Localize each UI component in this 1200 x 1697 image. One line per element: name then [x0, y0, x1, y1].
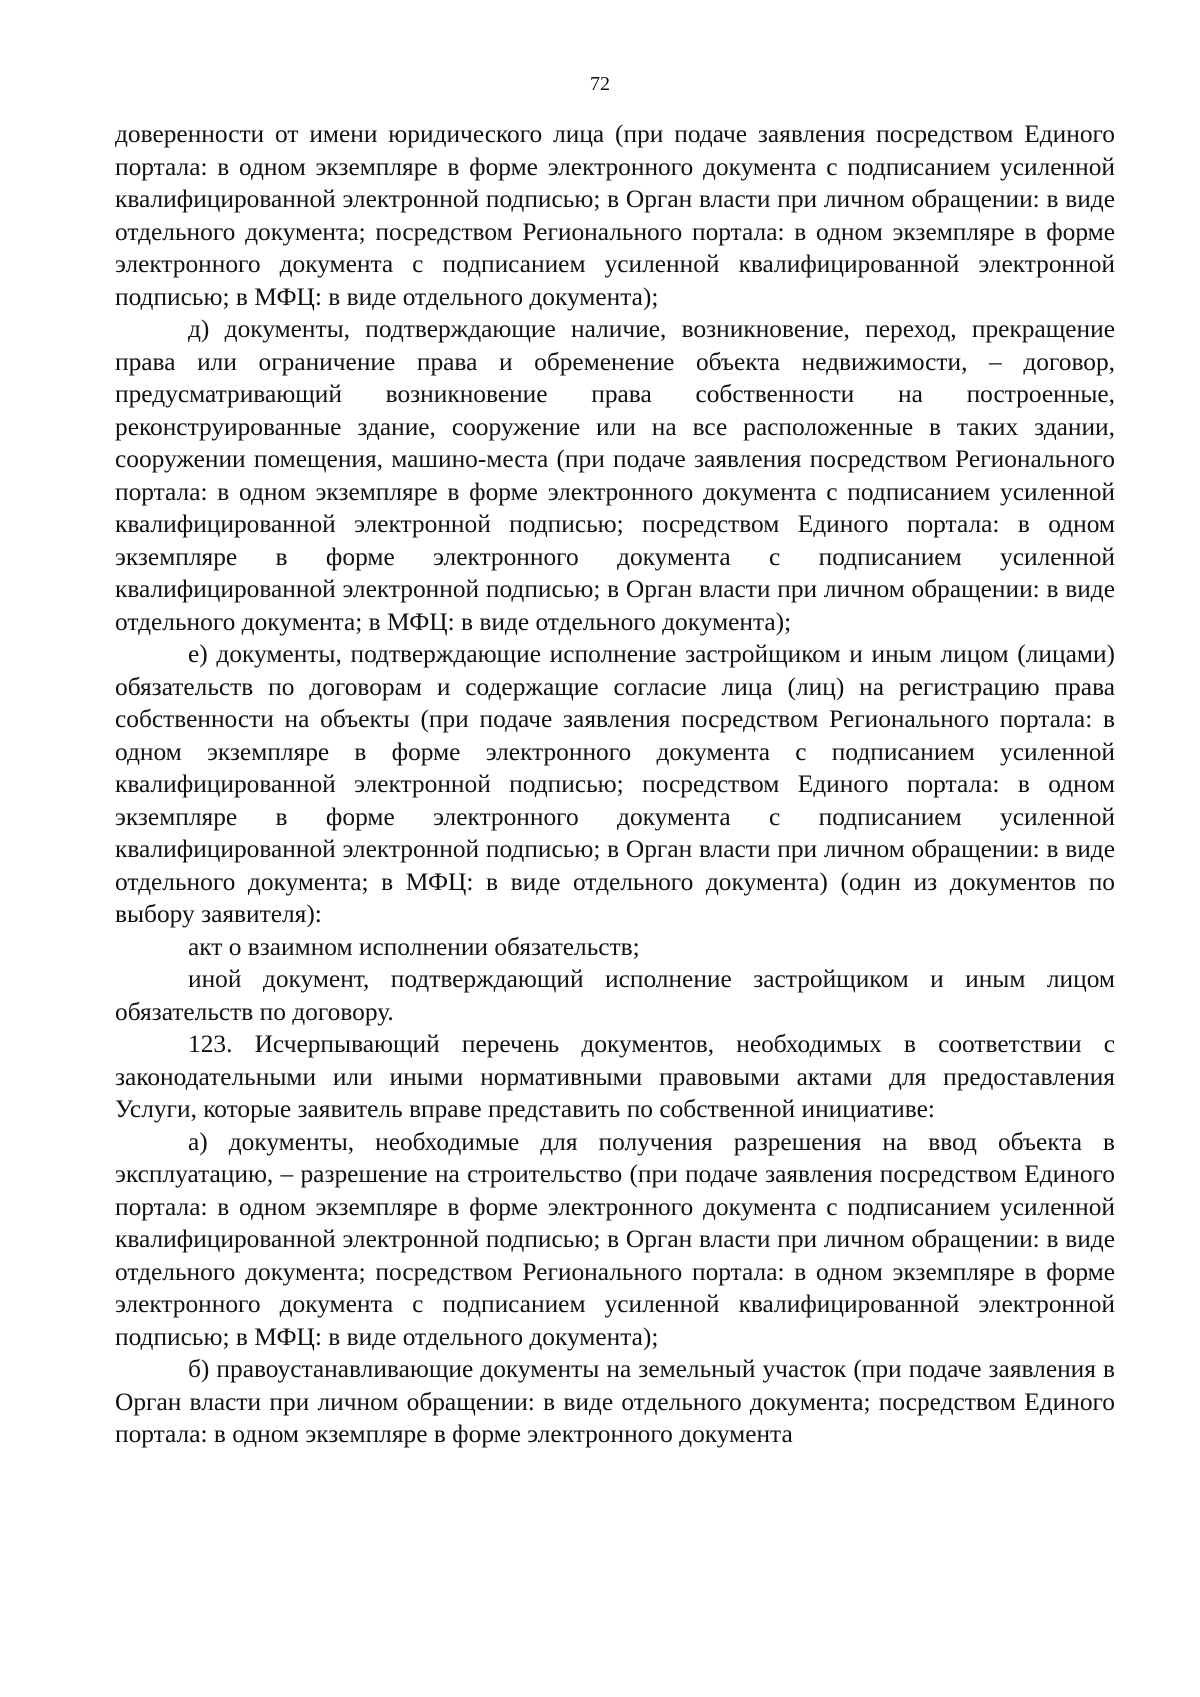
paragraph-item-e: е) документы, подтверждающие исполнение застройщиком и иным лицом (лицами) обязательств по договорам и содержащие согласие лица (лиц) на регистрацию права собственности на объекты (при подаче заявления посредством Регионального портала: в одном экземпляре в форме электронного документа с подписанием усиленной квалифицированной электронной подписью; посредством Единого портала: в одном экземпляре в форме электронного документа с подписанием усиленной квалифицированной электронной подписью; в Орган власти при личном обращении: в виде отдельного документа; в МФЦ: в виде отдельного документа) (один из документов по выбору заявителя): — [115, 640, 1115, 928]
page-number: 72 — [590, 73, 610, 95]
paragraph-section-123: 123. Исчерпывающий перечень документов, необходимых в соответствии с законодательными или иными нормативными правовыми актами для предоставления Услуги, которые заявитель вправе представить по собственной инициативе: — [115, 1030, 1115, 1123]
document-body — [115, 118, 1115, 1451]
paragraph-item-b: б) правоустанавливающие документы на земельный участок (при подаче заявления в Орган власти при личном обращении: в виде отдельного документа; посредством Единого портала: в одном экземпляре в форме электронного документа — [115, 1355, 1115, 1448]
paragraph-act: акт о взаимном исполнении обязательств; — [188, 932, 640, 961]
paragraph-item-d: д) документы, подтверждающие наличие, возникновение, переход, прекращение права или ограничение права и обременение объекта недвижимости, – договор, предусматривающий возникновение права собственности на построенные, реконструированные здание, сооружение или на все расположенные в таких здании, сооружении помещения, машино-места (при подаче заявления посредством Регионального портала: в одном экземпляре в форме электронного документа с подписанием усиленной квалифицированной электронной подписью; посредством Единого портала: в одном экземпляре в форме электронного документа с подписанием усиленной квалифицированной электронной подписью; в Орган власти при личном обращении: в виде отдельного документа; в МФЦ: в виде отдельного документа); — [115, 315, 1115, 636]
paragraph-item-a: а) документы, необходимые для получения разрешения на ввод объекта в эксплуатацию, – разрешение на строительство (при подаче заявления посредством Единого портала: в одном экземпляре в форме электронного документа с подписанием усиленной квалифицированной электронной подписью; в Орган власти при личном обращении: в виде отдельного документа; посредством Регионального портала: в одном экземпляре в форме электронного документа с подписанием усиленной квалифицированной электронной подписью; в МФЦ: в виде отдельного документа); — [115, 1127, 1115, 1351]
paragraph-other-document: иной документ, подтверждающий исполнение застройщиком и иным лицом обязательств по договору. — [115, 965, 1115, 1026]
paragraph-continuation: доверенности от имени юридического лица (при подаче заявления посредством Единого портала: в одном экземпляре в форме электронного документа с подписанием усиленной квалифицированной электронной подписью; в Орган власти при личном обращении: в виде отдельного документа; посредством Регионального портала: в одном экземпляре в форме электронного документа с подписанием усиленной квалифицированной электронной подписью; в МФЦ: в виде отдельного документа); — [115, 120, 1115, 311]
